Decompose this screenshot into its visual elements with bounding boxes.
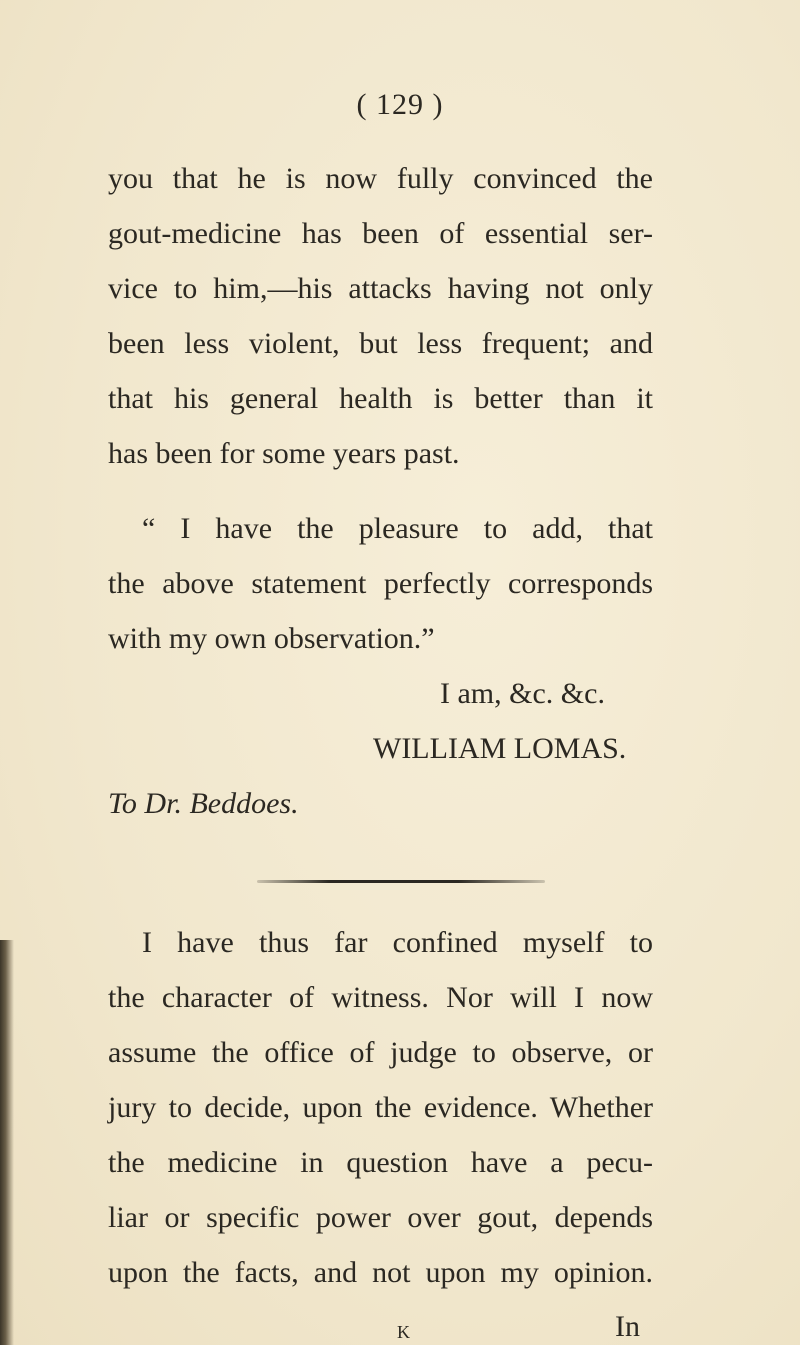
text-line: liar or specific power over gout, depends [108, 1201, 653, 1234]
text-line: with my own observation.” [108, 622, 435, 655]
text-line: the character of witness. Nor will I now [108, 981, 653, 1014]
closing: I am, &c. &c. [440, 677, 605, 710]
text-line: has been for some years past. [108, 437, 460, 470]
text-line: that his general health is better than it [108, 382, 653, 415]
text-line: jury to decide, upon the evidence. Whether [108, 1091, 653, 1124]
text-line: vice to him,—his attacks having not only [108, 272, 653, 305]
text-line: you that he is now fully convinced the [108, 162, 653, 195]
text-line: gout-medicine has been of essential ser- [108, 217, 653, 250]
section-divider [257, 880, 545, 883]
signature-mark: K [397, 1322, 410, 1342]
text-line: been less violent, but less frequent; and [108, 327, 653, 360]
text-line: the medicine in question have a pecu- [108, 1146, 653, 1179]
text-line: “ I have the pleasure to add, that [142, 512, 653, 545]
addressee: To Dr. Beddoes. [108, 787, 299, 820]
text-line: upon the facts, and not upon my opinion. [108, 1256, 653, 1289]
binding-shadow [0, 940, 14, 1345]
page-number: ( 129 ) [356, 88, 444, 121]
signature: WILLIAM LOMAS. [373, 732, 627, 765]
text-line: I have thus far confined myself to [142, 926, 653, 959]
text-line: the above statement perfectly corresponds [108, 567, 653, 600]
catchword: In [615, 1310, 640, 1343]
text-line: assume the office of judge to observe, or [108, 1036, 653, 1069]
